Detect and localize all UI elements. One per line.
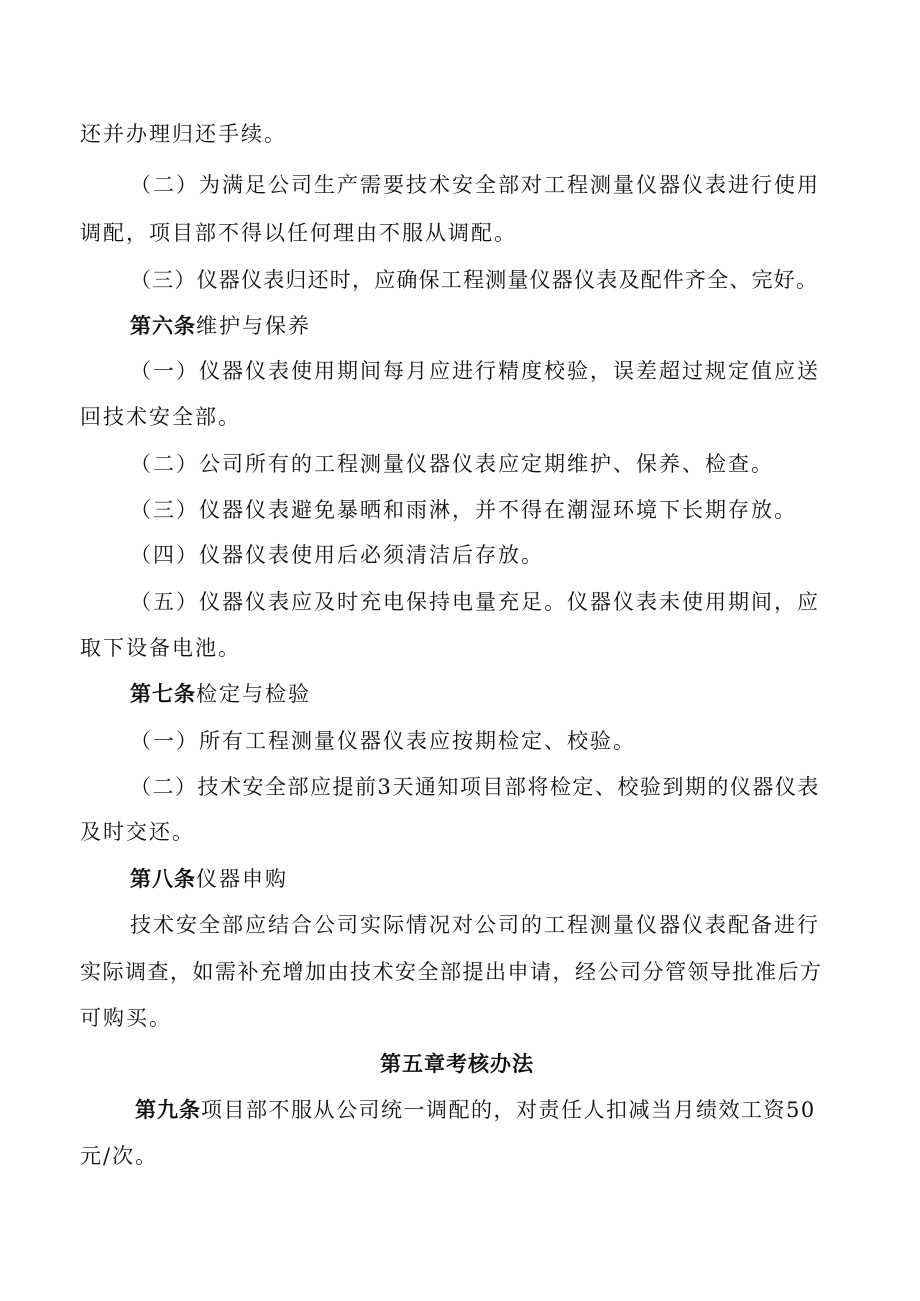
line-text: 回技术安全部。 — [80, 405, 241, 429]
text-line-11 — [130, 588, 820, 616]
article-7-heading — [130, 680, 311, 708]
line-text: （二）公司所有的工程测量仪器仪表应定期维护、保养、检查。 — [130, 452, 774, 476]
article-number: 第七条 — [130, 681, 196, 706]
text-line-18 — [130, 911, 820, 939]
article-number: 第六条 — [130, 313, 196, 338]
text-line-14 — [130, 727, 636, 755]
line-text: 可购买。 — [80, 1006, 172, 1030]
line-text: （二）技术安全部应提前3天通知项目部将检定、校验到期的仪器仪表 — [130, 775, 820, 799]
article-number: 第九条 — [135, 1097, 201, 1122]
text-line-16 — [80, 818, 195, 846]
line-text: （五）仪器仪表应及时充电保持电量充足。仪器仪表未使用期间，应 — [130, 590, 820, 614]
line-text: （一）所有工程测量仪器仪表应按期检定、校验。 — [130, 729, 636, 753]
line-text: 实际调查，如需补充增加由技术安全部提出申请，经公司分管领导批准后方 — [80, 960, 823, 984]
chapter-title — [380, 1050, 534, 1078]
line-text: 调配，项目部不得以任何理由不服从调配。 — [80, 221, 517, 245]
text-line-1 — [80, 120, 287, 148]
text-line-4 — [130, 266, 818, 294]
text-line-6 — [130, 357, 820, 385]
article-9-line — [135, 1096, 816, 1124]
text-line-10 — [130, 541, 544, 569]
line-text: （一）仪器仪表使用期间每月应进行精度校验，误差超过规定值应送 — [130, 359, 820, 383]
chapter-title-text: 第五章考核办法 — [380, 1051, 534, 1076]
line-text: 还并办理归还手续。 — [80, 122, 287, 146]
text-line-9 — [130, 496, 797, 524]
text-line-8 — [130, 450, 774, 478]
text-line-15 — [130, 773, 820, 801]
text-line-20 — [80, 1004, 172, 1032]
line-text: （三）仪器仪表归还时，应确保工程测量仪器仪表及配件齐全、完好。 — [130, 268, 819, 292]
article-title: 检定与检验 — [196, 682, 311, 706]
text-line-23 — [80, 1142, 158, 1170]
article-6-heading — [130, 312, 311, 340]
text-line-7 — [80, 403, 241, 431]
article-title: 仪器申购 — [196, 867, 288, 891]
text-line-19 — [80, 958, 823, 986]
line-text: （三）仪器仪表避免暴晒和雨淋，并不得在潮湿环境下长期存放。 — [130, 498, 797, 522]
article-text: 项目部不服从公司统一调配的，对责任人扣减当月绩效工资50 — [201, 1098, 816, 1122]
text-line-2 — [130, 171, 820, 199]
line-text: 及时交还。 — [80, 820, 195, 844]
article-8-heading — [130, 865, 288, 893]
line-text: （二）为满足公司生产需要技术安全部对工程测量仪器仪表进行使用 — [130, 173, 820, 197]
line-text: 取下设备电池。 — [80, 636, 241, 660]
text-line-12 — [80, 634, 241, 662]
line-text: （四）仪器仪表使用后必须清洁后存放。 — [130, 543, 544, 567]
line-text: 元/次。 — [80, 1144, 159, 1168]
article-title: 维护与保养 — [196, 314, 311, 338]
line-text: 技术安全部应结合公司实际情况对公司的工程测量仪器仪表配备进行 — [130, 913, 820, 937]
text-line-3 — [80, 219, 517, 247]
article-number: 第八条 — [130, 866, 196, 891]
